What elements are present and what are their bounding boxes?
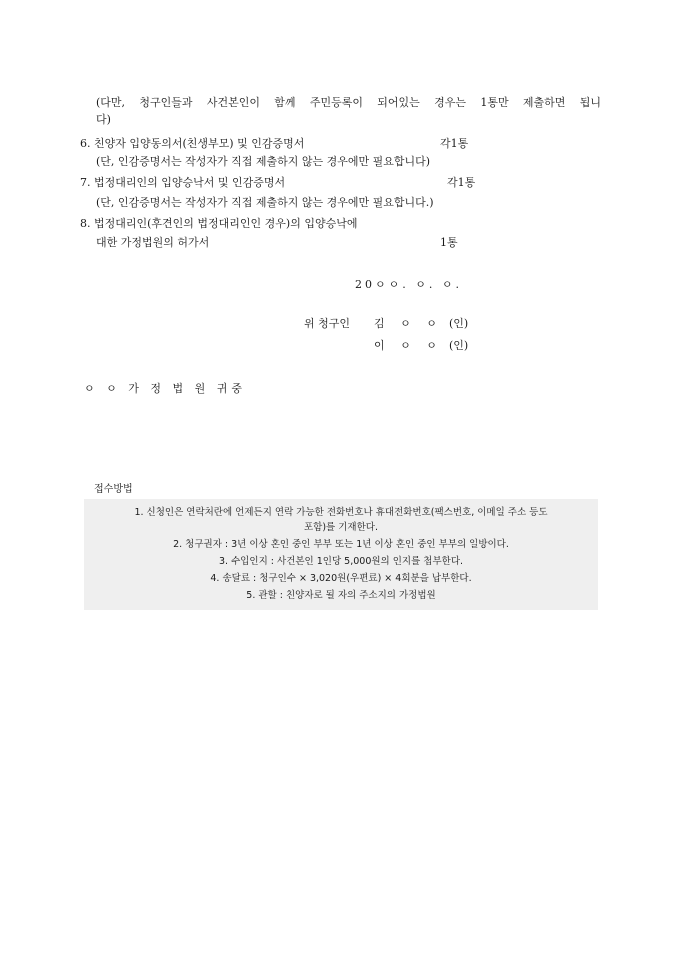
list-item-6-note: (단, 인감증명서는 작성자가 직접 제출하지 않는 경우에만 필요합니다)	[96, 155, 431, 168]
list-item-8-count: 1통	[440, 236, 458, 249]
claimant-label: 위 청구인	[304, 317, 351, 330]
info-title: 접수방법	[94, 484, 133, 495]
info-line-1: 1. 신청인은 연락처란에 언제든지 연락 가능한 전화번호나 휴대전화번호(팩스번호, 이메일 주소 등도	[134, 507, 548, 518]
court-addressee: ㅇ ㅇ 가 정 법 원 귀중	[84, 382, 246, 395]
list-item-8: 8. 법정대리인(후견인의 법정대리인인 경우)의 입양승낙에	[80, 217, 358, 230]
claimant-name-2: 이 ㅇ ㅇ	[374, 339, 437, 352]
list-item-7-note: (단, 인감증명서는 작성자가 직접 제출하지 않는 경우에만 필요합니다.)	[96, 196, 434, 209]
info-line-4: 3. 수입인지 : 사건본인 1인당 5,000원의 인지를 첩부한다.	[218, 556, 464, 567]
info-line-6: 5. 관할 : 친양자로 될 자의 주소지의 가정법원	[246, 590, 436, 601]
info-line-3: 2. 청구권자 : 3년 이상 혼인 중인 부부 또는 1년 이상 혼인 중인 부부의 일방이다.	[173, 539, 509, 550]
info-line-2: 포함)를 기재한다.	[304, 522, 378, 533]
list-item-6-count: 각1통	[440, 137, 469, 150]
list-item-7-count: 각1통	[447, 176, 476, 189]
note-line-2: 다)	[96, 113, 111, 126]
seal-mark-1: (인)	[449, 317, 469, 330]
claimant-name-1: 김 ㅇ ㅇ	[374, 317, 437, 330]
info-line-5: 4. 송달료 : 청구인수 × 3,020원(우편료) × 4회분을 납부한다.	[210, 573, 472, 584]
list-item-6: 6. 친양자 입양동의서(친생부모) 및 인감증명서	[80, 137, 305, 150]
list-item-8-cont: 대한 가정법원의 허가서	[96, 236, 210, 249]
seal-mark-2: (인)	[449, 339, 469, 352]
list-item-7: 7. 법정대리인의 입양승낙서 및 인감증명서	[80, 176, 286, 189]
info-box	[84, 499, 598, 610]
note-line-1: (다만, 청구인들과 사건본인이 함께 주민등록이 되어있는 경우는 1통만 제출하면 됩니	[96, 96, 601, 109]
date-line: 20ㅇㅇ. ㅇ. ㅇ.	[355, 278, 462, 291]
